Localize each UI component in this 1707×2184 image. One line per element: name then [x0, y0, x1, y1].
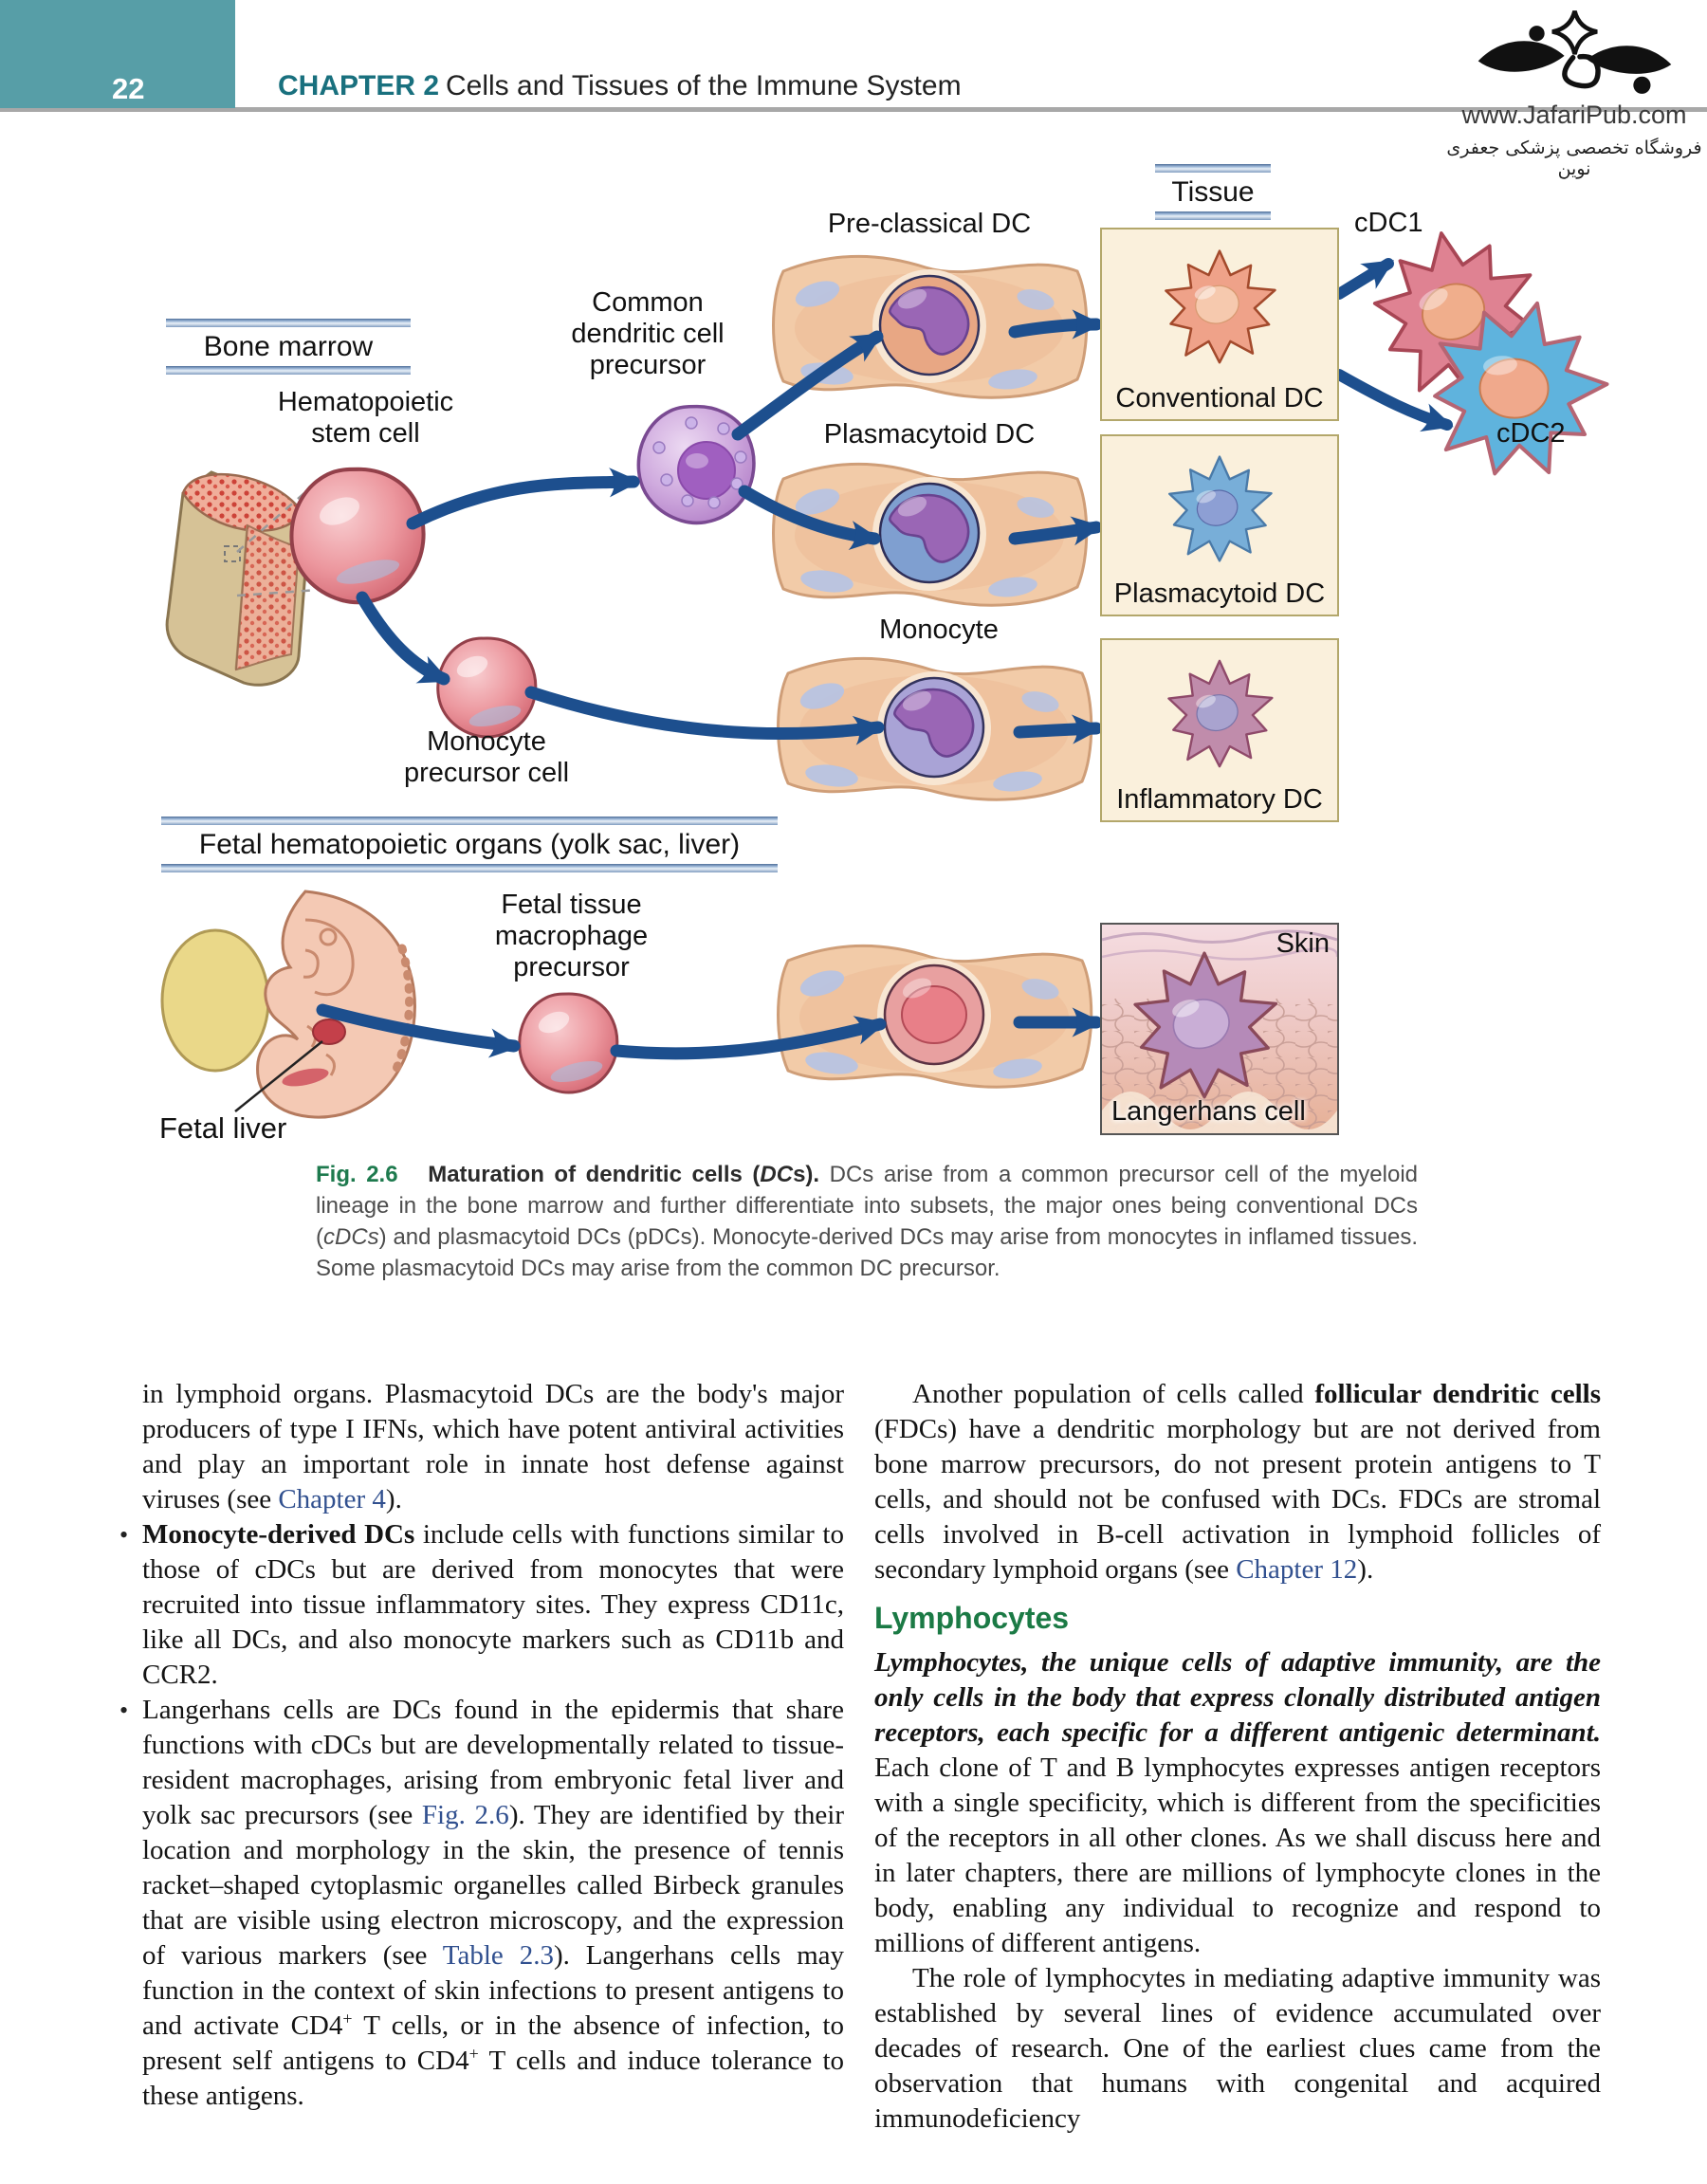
plasmacytoid-dc-cell-art — [1125, 444, 1314, 577]
inflammatory-dc-box — [1100, 638, 1339, 822]
plasmacytoid-dc-box — [1100, 434, 1339, 616]
inflammatory-dc-label: Inflammatory DC — [1116, 784, 1323, 815]
right-text-column — [874, 1377, 1601, 2137]
fdc-s3: ). — [1357, 1554, 1374, 1585]
monocyte-cell — [885, 678, 983, 777]
paragraph-plasmacytoid — [142, 1377, 844, 1517]
monocyte-label: Monocyte — [879, 615, 999, 645]
chapter-label: CHAPTER 2 — [278, 70, 440, 101]
fdc-s1: Another population of cells called — [912, 1379, 1315, 1409]
fdc-bold: follicular dendritic cells — [1314, 1379, 1601, 1409]
monocyte-precursor-label: Monocyte precursor cell — [403, 726, 570, 788]
figure-2-6-artwork — [123, 152, 1612, 1162]
hematopoietic-stem-cell-label: Hematopoietic stem cell — [277, 387, 454, 449]
bar-decoration — [1155, 211, 1271, 220]
table-2-3-link[interactable]: Table 2.3 — [442, 1940, 554, 1971]
left-text-column — [142, 1377, 844, 2114]
intro-text: in lymphoid organs. Plasmacytoid DCs are the body's major producers of type I IFNs, which have potent antiviral activities and play an important role in innate host defense against viruses (see — [142, 1379, 844, 1514]
bone-marrow-label: Bone marrow — [203, 331, 374, 362]
caption-body-2: ) and plasmacytoid DCs (pDCs). Monocyte-derived DCs may arise from monocytes in inflamed tissues. Some plasmacytoid DCs may arise from the common DC precursor. — [316, 1224, 1418, 1281]
bullet1-text: include cells with functions similar to those of cDCs but are derived from monocytes that were recruited into tissue inflammatory sites. They express CD11c, like all DCs, and also monocyte markers such as CD11b and CCR2. — [142, 1519, 844, 1690]
bar-decoration — [161, 864, 778, 872]
bullet1-bold-lead: Monocyte-derived DCs — [142, 1519, 415, 1550]
skin-box — [1100, 923, 1339, 1135]
figure-caption — [316, 1159, 1418, 1284]
bullet2-s1: Langerhans cells are DCs found in the epidermis that share functions with cDCs but are developmentally related to tissue-resident macrophages, arising from embryonic fetal liver and yolk sac precursors (see — [142, 1695, 844, 1830]
bullet2-s2: ). They are identified by their location and morphology in the skin, the presence of tennis racket–shaped cytoplasmic organelles called Birbeck granules that are visible using electron microscopy, and the expression of various markers (see — [142, 1800, 845, 1971]
fetus-illustration — [162, 891, 414, 1117]
cd4-superscript-2: + — [468, 2044, 479, 2064]
caption-body-1: DCs arise from a common precursor cell of the myeloid lineage in the bone marrow and further differentiate into subsets, the major ones being conventional DCs ( — [316, 1162, 1419, 1250]
plasmacytoid-dc-vessel-label: Plasmacytoid DC — [823, 419, 1036, 450]
caption-title-italic: DC — [760, 1162, 794, 1187]
bullet2-s3: ). Langerhans cells may function in the context of skin infections to present antigens to and activate CD4 — [142, 1940, 844, 2041]
tissue-section-bar — [1155, 164, 1271, 220]
monocyte-precursor-cell-art — [438, 638, 536, 737]
lymph-rest: Each clone of T and B lymphocytes expresses antigen receptors with a single specificity, which is different from the specificities of the receptors in all other clones. As we shall discuss here and in later chapters, there are millions of lymphocyte clones in the body, enabling any individual to recognize and respond to millions of different antigens. — [874, 1753, 1601, 1958]
cd4-superscript-1: + — [342, 2009, 353, 2028]
plasmacytoid-dc-label: Plasmacytoid DC — [1113, 578, 1326, 609]
chapter-12-link[interactable]: Chapter 12 — [1236, 1554, 1358, 1585]
tissue-label: Tissue — [1171, 176, 1255, 208]
caption-body-italic: cDCs — [323, 1224, 379, 1250]
chapter-4-link[interactable]: Chapter 4 — [278, 1484, 386, 1514]
common-dendritic-cell-precursor-art — [638, 407, 754, 523]
paragraph-fdc — [874, 1377, 1601, 1588]
bullet-langerhans-cells — [142, 1693, 844, 2114]
fetal-organs-section-bar — [161, 817, 778, 872]
langerhans-cell-label: Langerhans cell — [1111, 1096, 1306, 1127]
bullet-monocyte-derived-dcs — [142, 1517, 844, 1693]
chapter-title: Cells and Tissues of the Immune System — [446, 70, 962, 101]
fetal-macrophage-precursor-art — [520, 994, 617, 1092]
caption-title-pre: Maturation of dendritic cells ( — [428, 1162, 761, 1187]
publisher-url[interactable]: www.JafariPub.com — [1461, 101, 1687, 129]
fetal-macrophage-precursor-label: Fetal tissue macrophage precursor — [494, 890, 649, 982]
bone-marrow-illustration — [167, 472, 310, 685]
conventional-dc-box — [1100, 228, 1339, 421]
bullet2-s4: T cells, or in the absence of infection, to present self antigens to CD4 — [142, 2010, 844, 2076]
bar-decoration — [161, 817, 778, 825]
jafari-calligraphy-logo — [1463, 8, 1686, 102]
bar-decoration — [166, 319, 411, 327]
hematopoietic-stem-cell-art — [291, 469, 423, 602]
fetal-organs-label: Fetal hematopoietic organs (yolk sac, liver) — [198, 829, 741, 860]
bar-decoration — [1155, 164, 1271, 173]
conventional-dc-cell-art — [1120, 237, 1319, 379]
conventional-dc-label: Conventional DC — [1115, 383, 1324, 413]
bullet2-s5: T cells and induce tolerance to these antigens. — [142, 2046, 845, 2111]
bar-decoration — [166, 366, 411, 375]
fdc-s2: (FDCs) have a dendritic morphology but are not derived from bone marrow precursors, do not present protein antigens to T cells, and should not be confused with DCs. FDCs are stromal cells involved in B-cell activation in lymphoid follicles of secondary lymphoid organs (see — [874, 1414, 1601, 1585]
skin-label: Skin — [1276, 928, 1330, 959]
paragraph-lymphocyte-role: The role of lymphocytes in mediating adaptive immunity was established by several lines of evidence accumulated over decades of research. One of the earliest clues came from the observation that humans with congenital and acquired immunodeficiency — [874, 1963, 1601, 2134]
plasmacytoid-dc-vessel-cell — [880, 484, 979, 582]
paragraph-lymphocytes — [874, 1645, 1601, 1961]
fig-2-6-link[interactable]: Fig. 2.6 — [421, 1800, 509, 1830]
fetal-vessel-cell — [885, 965, 983, 1064]
intro-text-end: ). — [385, 1484, 402, 1514]
bone-marrow-section-bar — [166, 319, 411, 375]
lymph-bold-italic: Lymphocytes, the unique cells of adaptive immunity, are the only cells in the body that express clonally distributed antigen receptors, each specific for a different antigenic determinant. — [874, 1647, 1601, 1748]
pre-classical-dc-label: Pre-classical DC — [827, 209, 1032, 239]
pre-classical-dc-cell — [880, 276, 979, 375]
fetal-liver-label: Fetal liver — [159, 1111, 287, 1145]
caption-title-post: s). — [793, 1162, 820, 1187]
inflammatory-dc-cell-art — [1125, 648, 1314, 782]
figure-number: Fig. 2.6 — [316, 1162, 398, 1187]
publisher-tagline-farsi: فروشگاه تخصصی پزشکی جعفری نوین — [1446, 138, 1702, 179]
section-heading-lymphocytes: Lymphocytes — [874, 1601, 1070, 1635]
common-dc-precursor-label: Common dendritic cell precursor — [571, 287, 725, 380]
cdc2-label: cDC2 — [1496, 418, 1566, 449]
page-number: 22 — [112, 72, 145, 105]
cdc1-label: cDC1 — [1354, 208, 1423, 238]
